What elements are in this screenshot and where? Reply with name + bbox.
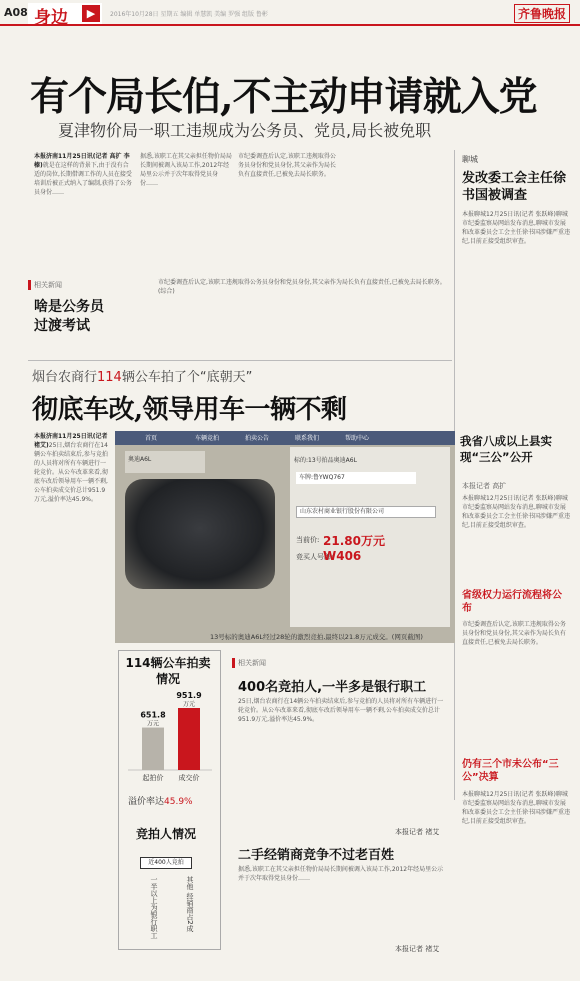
thumb-label: 奥迪A6L: [125, 451, 205, 473]
arrow-icon: ▶: [82, 5, 100, 22]
related-right-sig-2: 本报记者 褚艾: [395, 945, 440, 953]
category-label-1: 成交价: [178, 774, 200, 782]
screenshot-tabs: [115, 431, 455, 445]
bar-1: [178, 708, 200, 770]
main-para-3b: 市纪委调查后认定,该职工违规取得公务员身份和党员身份,其父亲作为局长负有直接责任,已被免去局长职务。: [158, 279, 446, 286]
bidder-number: W406: [323, 549, 362, 563]
auction-screenshot: [115, 431, 455, 643]
kicker-pre: 烟台农商行: [32, 370, 98, 385]
header-meta: 2016年10月28日 星期五 编辑 单慧凯 美编 罗强 组版 鲁彬: [110, 11, 268, 18]
current-price: 21.80万元: [323, 534, 385, 548]
bidder-label: 竞买人号牌:: [296, 553, 334, 561]
main-col-3: [238, 152, 338, 272]
buyers-badge: 近400人竞拍: [140, 857, 192, 869]
buyers-right-text: 其他 经销商占2成: [186, 876, 194, 932]
related-right-sig-1: 本报记者 褚艾: [395, 828, 440, 836]
buyers-title: 竞拍人情况: [136, 827, 197, 841]
bar-value-label-0: 651.8: [140, 710, 166, 720]
photo-caption: 13号标的奥迪A6L经过28轮的激烈竞拍,最终以21.8万元成交。(网页截图): [210, 633, 423, 641]
tab-home: 首页: [145, 435, 158, 442]
related-right-title-1: 400名竞拍人,一半多是银行职工: [238, 680, 427, 695]
price-label: 当前价:: [296, 536, 320, 544]
second-headline: 彻底车改,领导用车一辆不剩: [32, 395, 347, 425]
related-left-title: 啥是公务员过渡考试: [34, 299, 104, 334]
tab-notice: 拍卖公告: [245, 435, 270, 442]
right-mid-sub-2: 仍有三个市未公布“三公”决算: [462, 759, 559, 783]
bar-unit-label-1: 万元: [182, 701, 196, 708]
main-para-3: 市纪委调查后认定,该职工违规取得公务员身份和党员身份,其父亲作为局长负有直接责任,已被免去局长职务。: [238, 153, 336, 178]
kicker-number: 114: [97, 370, 122, 385]
bar-unit-label-0: 万元: [146, 720, 160, 728]
tab-auction: 车辆竞拍: [195, 435, 220, 442]
related-right-body-1: 25日,烟台农商行在14辆公车拍卖结束后,参与竞拍的人员将对所有车辆进行一轮竞价。从公车改革来看,彻底车改后领导用车一辆不剩,公车拍卖成交价总计951.9万元,溢价率达45.9%。: [238, 698, 444, 723]
right-top-label: 聊城: [462, 155, 478, 164]
lot-name: 标的:13号拍品奥迪A6L: [294, 457, 357, 464]
related-right-label: 相关新闻: [238, 659, 266, 667]
premium-rate-label: 溢价率达: [128, 797, 165, 807]
main-headline: 有个局长伯,不主动申请就入党: [30, 74, 537, 120]
bar-value-label-1: 951.9: [176, 691, 202, 700]
plate-info: 车牌:鲁YWQ767: [296, 472, 416, 484]
tab-help: 帮助中心: [345, 435, 370, 442]
main-para-1: 就是在这样的背景下,由于没有合适的岗位,长期借调工作的人员在接受培训后被正式纳入了编制,获得了公务员身份……: [34, 162, 132, 196]
second-body: 25日,烟台农商行在14辆公车拍卖结束后,参与竞拍的人员将对所有车辆进行一轮竞价。从公车改革来看,彻底车改后领导用车一辆不剩,公车拍卖成交价总计951.9万元,溢价率达45.9%。: [34, 442, 108, 503]
main-para-2: 据悉,该职工在其父亲担任物价局局长期间被调入该局工作,2012年经局里公示并于次年取得党员身份……: [140, 153, 232, 187]
page-header: [0, 0, 580, 26]
category-label-0: 起拍价: [142, 774, 164, 782]
related-right-body-2: 据悉,该职工在其父亲担任物价局局长期间被调入该局工作,2012年经局里公示并于次年取得党员身份……: [238, 866, 444, 882]
right-mid-title: 我省八成以上县实现“三公”公开: [460, 434, 552, 464]
right-mid-body-2: 市纪委调查后认定,该职工违规取得公务员身份和党员身份,其父亲作为局长负有直接责任,已被免去局长职务。: [462, 621, 566, 646]
car-photo: [125, 479, 275, 589]
buyers-left-text: 一半以上为银行职工: [150, 876, 158, 939]
second-col-left: [34, 432, 110, 952]
right-top-title: 发改委工会主任徐书国被调查: [462, 171, 567, 203]
premium-rate-value: 45.9%: [164, 797, 193, 807]
related-tag-bar: [28, 280, 31, 290]
section-tab: [28, 3, 102, 28]
right-top-body: 本报聊城12月25日讯(记者 张跃峰)聊城市纪委监察局网站发布消息,聊城市发展和改革委员会工会主任徐书国涉嫌严重违纪,目前正接受组织审查。: [462, 211, 570, 245]
seller-info: 山东农村商业银行股份有限公司: [296, 506, 436, 518]
section-name: 身边: [34, 8, 68, 28]
related-left-label: 相关新闻: [34, 281, 62, 289]
right-mid-sub-1: 省级权力运行流程将公布: [462, 590, 562, 614]
divider: [28, 360, 452, 361]
tab-contact: 联系我们: [295, 435, 320, 442]
main-byline: 本报济南11月25日讯(记者 高扩 李榛): [34, 153, 130, 169]
related-tag-bar-2: [232, 658, 235, 668]
premium-rate: [128, 794, 193, 807]
second-kicker: [32, 366, 252, 385]
page-number: A08: [4, 6, 28, 19]
second-byline: 本报济南11月25日讯(记者 褚艾): [34, 433, 108, 449]
source-note: (综合): [158, 288, 175, 295]
chart-title: 114辆公车拍卖情况: [125, 656, 211, 686]
auction-bar-chart: [120, 690, 220, 790]
main-subhead: 夏津物价局一职工违规成为公务员、党员,局长被免职: [58, 121, 432, 140]
newspaper-logo: 齐鲁晚报: [514, 4, 570, 23]
right-mid-byline: 本报记者 高扩: [462, 482, 507, 490]
bar-0: [142, 728, 164, 770]
main-col-1: [34, 152, 134, 272]
right-mid-body: 本报聊城12月25日讯(记者 张跃峰)聊城市纪委监察局网站发布消息,聊城市发展和改革委员会工会主任徐书国涉嫌严重违纪,目前正接受组织审查。: [462, 495, 570, 529]
related-right-title-2: 二手经销商竞争不过老百姓: [238, 848, 395, 863]
right-mid-body-3: 本报聊城12月25日讯(记者 张跃峰)聊城市纪委监察局网站发布消息,聊城市发展和改革委员会工会主任徐书国涉嫌严重违纪,目前正接受组织审查。: [462, 791, 570, 825]
main-col-2: [140, 152, 232, 272]
kicker-post: 辆公车拍了个“底朝天”: [121, 370, 253, 385]
